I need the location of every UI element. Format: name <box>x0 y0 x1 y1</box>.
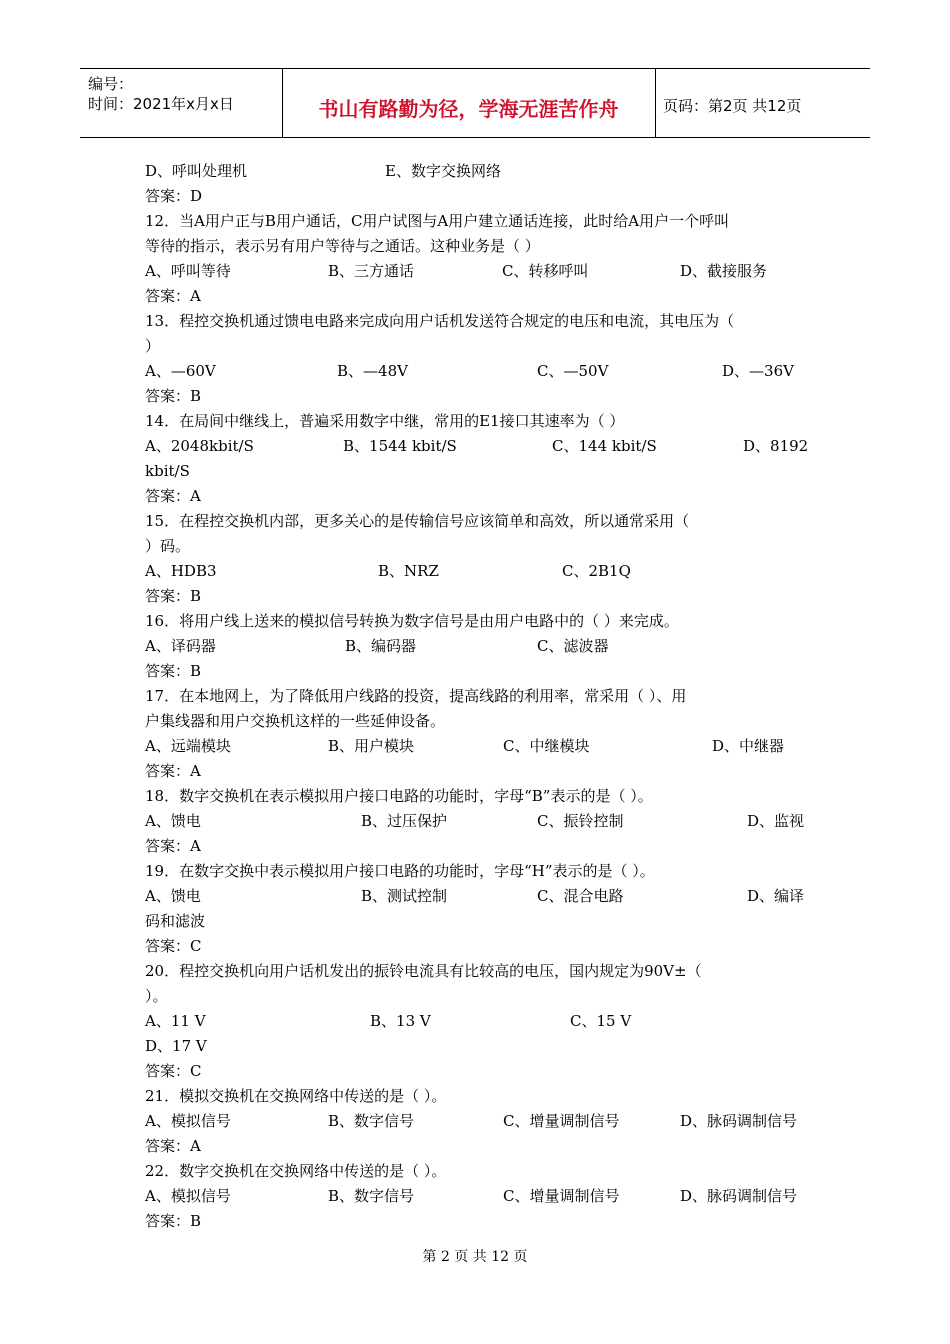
text-line: 码和滤波 <box>145 912 206 930</box>
header-motto-cell <box>282 69 656 137</box>
text-line: D、脉码调制信号 <box>680 1187 798 1205</box>
page-header <box>80 68 870 138</box>
text-line: 答案：B <box>145 587 202 605</box>
text-line: A、馈电 <box>145 887 201 905</box>
text-line: 答案：D <box>145 187 203 205</box>
text-line: A、呼叫等待 <box>145 262 231 280</box>
text-line: 答案：B <box>145 387 202 405</box>
text-line: A、模拟信号 <box>145 1112 231 1130</box>
text-line: C、滤波器 <box>537 637 609 655</box>
text-line: D、脉码调制信号 <box>680 1112 798 1130</box>
text-line: D、—36V <box>722 362 794 380</box>
text-line: 等待的指示，表示另有用户等待与之通话。这种业务是（ ） <box>145 237 540 255</box>
text-line: 17．在本地网上，为了降低用户线路的投资，提高线路的利用率，常采用（ ）、用 <box>145 687 687 705</box>
text-line: D、截接服务 <box>680 262 768 280</box>
text-line: D、中继器 <box>712 737 785 755</box>
text-line: 22．数字交换机在交换网络中传送的是（ ）。 <box>145 1162 447 1180</box>
text-line: 答案：A <box>145 762 201 780</box>
text-line: B、1544 kbit/S <box>343 437 457 455</box>
text-line: C、2B1Q <box>562 562 631 580</box>
text-line: C、振铃控制 <box>537 812 624 830</box>
text-line: B、编码器 <box>345 637 417 655</box>
text-line: B、用户模块 <box>328 737 415 755</box>
text-line: A、2048kbit/S <box>145 437 254 455</box>
text-line: 答案：A <box>145 287 201 305</box>
time-label: 时间：2021年x月x日 <box>88 95 234 113</box>
text-line: D、监视 <box>747 812 805 830</box>
text-line: B、数字信号 <box>328 1112 415 1130</box>
text-line: 答案：B <box>145 1212 202 1230</box>
text-line: ） <box>145 337 161 355</box>
text-line: A、馈电 <box>145 812 201 830</box>
text-line: 13．程控交换机通过馈电电路来完成向用户话机发送符合规定的电压和电流，其电压为（ <box>145 312 735 330</box>
text-line: B、测试控制 <box>361 887 448 905</box>
text-line: 14．在局间中继线上，普遍采用数字中继，常用的E1接口其速率为（ ） <box>145 412 625 430</box>
text-line: A、11 V <box>145 1012 206 1030</box>
text-line: C、混合电路 <box>537 887 624 905</box>
text-line: 答案：A <box>145 487 201 505</box>
text-line: 答案：A <box>145 837 201 855</box>
text-line: A、译码器 <box>145 637 216 655</box>
page-footer: 第 2 页 共 12 页 <box>422 1249 528 1265</box>
text-line: C、增量调制信号 <box>503 1187 620 1205</box>
text-line: D、17 V <box>145 1037 207 1055</box>
text-line: B、—48V <box>337 362 408 380</box>
text-line: 15．在程控交换机内部，更多关心的是传输信号应该简单和高效，所以通常采用（ <box>145 512 690 530</box>
text-line: D、编译 <box>747 887 805 905</box>
text-line: 21．模拟交换机在交换网络中传送的是（ ）。 <box>145 1087 447 1105</box>
text-line: A、远端模块 <box>145 737 231 755</box>
text-line: 答案：C <box>145 1062 202 1080</box>
code-label: 编号： <box>88 75 134 93</box>
motto: 书山有路勤为径，学海无涯苦作舟 <box>318 97 619 121</box>
header-page-cell <box>655 69 870 137</box>
text-line: 答案：B <box>145 662 202 680</box>
text-line: 答案：A <box>145 1137 201 1155</box>
text-line: B、NRZ <box>378 562 439 580</box>
text-line: 12．当A用户正与B用户通话，C用户试图与A用户建立通话连接，此时给A用户一个呼叫 <box>145 212 730 230</box>
text-line: C、中继模块 <box>503 737 590 755</box>
text-line: 18．数字交换机在表示模拟用户接口电路的功能时，字母“B”表示的是（ ）。 <box>145 787 653 805</box>
text-line: D、8192 <box>743 437 809 455</box>
text-line: C、增量调制信号 <box>503 1112 620 1130</box>
text-line: B、13 V <box>370 1012 431 1030</box>
text-line: A、HDB3 <box>145 562 217 580</box>
text-line: C、144 kbit/S <box>552 437 657 455</box>
text-line: C、—50V <box>537 362 609 380</box>
text-line: 16．将用户线上送来的模拟信号转换为数字信号是由用户电路中的（ ）来完成。 <box>145 612 679 630</box>
text-line: 答案：C <box>145 937 202 955</box>
text-line: ）码。 <box>145 537 191 555</box>
text-line: ）。 <box>145 987 168 1005</box>
text-line: B、数字信号 <box>328 1187 415 1205</box>
text-line: 19．在数字交换中表示模拟用户接口电路的功能时，字母“H”表示的是（ ）。 <box>145 862 655 880</box>
text-line: C、转移呼叫 <box>502 262 589 280</box>
text-line: 户集线器和用户交换机这样的一些延伸设备。 <box>145 712 446 730</box>
page-info: 页码：第2页 共12页 <box>663 97 802 115</box>
text-line: kbit/S <box>145 462 190 480</box>
text-line: B、过压保护 <box>361 812 448 830</box>
text-line: A、—60V <box>145 362 216 380</box>
header-info-cell <box>80 69 283 137</box>
text-line: E、数字交换网络 <box>385 162 501 180</box>
text-line: C、15 V <box>570 1012 632 1030</box>
text-line: A、模拟信号 <box>145 1187 231 1205</box>
text-line: B、三方通话 <box>328 262 415 280</box>
text-line: 20．程控交换机向用户话机发出的振铃电流具有比较高的电压，国内规定为90V±（ <box>145 962 702 980</box>
text-line: D、呼叫处理机 <box>145 162 248 180</box>
